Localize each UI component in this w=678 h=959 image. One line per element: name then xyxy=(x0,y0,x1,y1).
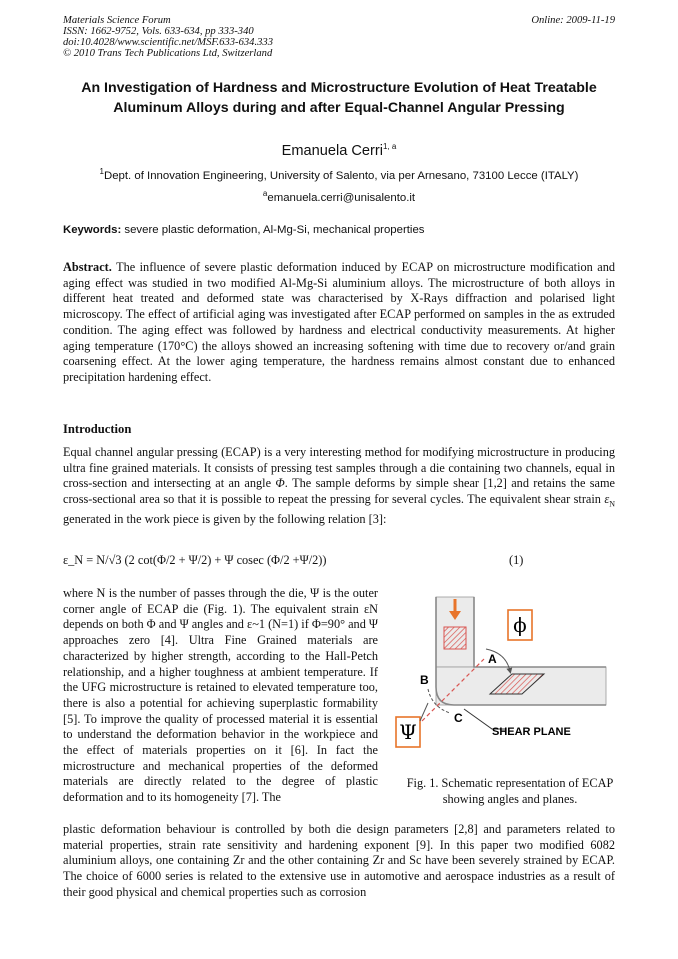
intro-text-a: Equal channel angular pressing (ECAP) is a very interesting method for modifying microstructure in producing ultra fine grained materials. It consists of pressing test samples through a die containing two channels, equal in cross-section and intersecting at an angle xyxy=(63,445,615,491)
ecap-figure xyxy=(388,591,615,761)
doi-line: doi:10.4028/www.scientific.net/MSF.633-634.333 xyxy=(63,37,273,48)
intro-text-c: generated in the work piece is given by the following relation [3]: xyxy=(63,512,387,527)
affiliation-sup: 1 xyxy=(99,167,104,176)
label-c: C xyxy=(454,711,463,725)
phi-symbol: Φ xyxy=(275,476,285,491)
sample-before xyxy=(444,627,466,649)
journal-name: Materials Science Forum xyxy=(63,15,171,26)
phi-label: ϕ xyxy=(513,613,527,637)
shear-plane-label: SHEAR PLANE xyxy=(492,726,571,738)
epsilon-symbol: ε xyxy=(604,492,610,507)
journal-header xyxy=(63,15,273,59)
label-a: A xyxy=(488,652,497,666)
email-text[interactable]: emanuela.cerri@unisalento.it xyxy=(267,191,416,204)
abstract-label: Abstract. xyxy=(63,260,112,274)
keywords-label: Keywords: xyxy=(63,224,122,236)
abstract xyxy=(63,260,615,386)
author-name: Emanuela Cerri xyxy=(281,142,384,159)
epsilon-sub: N xyxy=(609,499,615,509)
keywords xyxy=(63,224,424,236)
online-date: Online: 2009-11-19 xyxy=(531,15,615,26)
introduction-heading: Introduction xyxy=(63,422,132,436)
email-sup: a xyxy=(262,189,268,198)
abstract-text: The influence of severe plastic deformation induced by ECAP on microstructure modification and aging effect was studied in two modified Al-Mg-Si aluminium alloys. The microstructure of both alloys in different heat treated and deformed state was characterised by X-Rays diffraction and polarised light microscopy. The effect of artificial aging was investigated after ECAP performed on samples in the as extruded condition. The aging effect was followed by hardness and electrical conductivity measurements. At higher aging temperature (170°C) the alloys showed an increasing softening with time due to recovery or/and grain coarsening effect. At the lower aging temperature, the hardness remains almost constant due to enhanced precipitation hardening effect. xyxy=(63,260,615,384)
author xyxy=(63,142,615,159)
intro-paragraph-2: where N is the number of passes through the die, Ψ is the outer corner angle of ECAP die (Fig. 1). The equivalent strain εN depends on both Φ and Ψ angles and ε~1 (N=1) if Φ=90° and Ψ approaches zero [4]. Ultra Fine Grained materials are characterized by higher strength, according to the Hall-Petch relationship, and a higher toughness at ambient temperature. If the UFG microstructure is retained to elevated temperature too, there is also a potential for achieving superplastic formability [5]. To improve the quality of processed material it is essential to understand the deformation behavior in the workpiece and the effect of materials properties on it [6]. In fact the microstructure and mechanical properties of the deformed materials are directly related to the degree of plastic deformation and to its homogeneity [7]. The xyxy=(63,586,378,805)
intro-text-b: . The sample deforms by simple shear [1,2] and retains the same cross-sectional area so that it is possible to repeat the pressing for several cycles. The equivalent shear strain xyxy=(63,476,615,507)
equation-number: (1) xyxy=(509,553,524,567)
copyright-line: © 2010 Trans Tech Publications Ltd, Switzerland xyxy=(63,48,273,59)
keywords-text: severe plastic deformation, Al-Mg-Si, mechanical properties xyxy=(121,224,425,236)
intro-paragraph-1 xyxy=(63,445,615,528)
author-sup: 1, a xyxy=(383,142,397,151)
affiliation-text: Dept. of Innovation Engineering, University of Salento, via per Arnesano, 73100 Lecce (ITALY) xyxy=(103,169,579,182)
label-b: B xyxy=(420,673,429,687)
affiliation xyxy=(63,167,615,182)
paper-title: An Investigation of Hardness and Microstructure Evolution of Heat Treatable Aluminum Alloys during and after Equal-Channel Angular Pressing xyxy=(81,80,597,116)
psi-label: Ψ xyxy=(399,720,417,744)
intro-paragraph-3: plastic deformation behaviour is controlled by both die design parameters [2,8] and parameters related to material properties, strain rate sensitivity and hardening exponent [9]. In this paper two modified 6082 aluminium alloys, one containing Zr and the other containing Zr and Sc have been severely strained by ECAP. The choice of 6000 series is related to the extensive use in automotive and aerospace industries as a result of their good physical and chemical properties such as corrosion xyxy=(63,822,615,899)
email xyxy=(63,189,615,204)
issn-line: ISSN: 1662-9752, Vols. 633-634, pp 333-340 xyxy=(63,26,254,37)
equation: ε_N = N/√3 (2 cot(Φ/2 + Ψ/2) + Ψ cosec (Φ/2 +Ψ/2)) xyxy=(63,553,327,567)
figure-caption: Fig. 1. Schematic representation of ECAP showing angles and planes. xyxy=(406,776,614,806)
